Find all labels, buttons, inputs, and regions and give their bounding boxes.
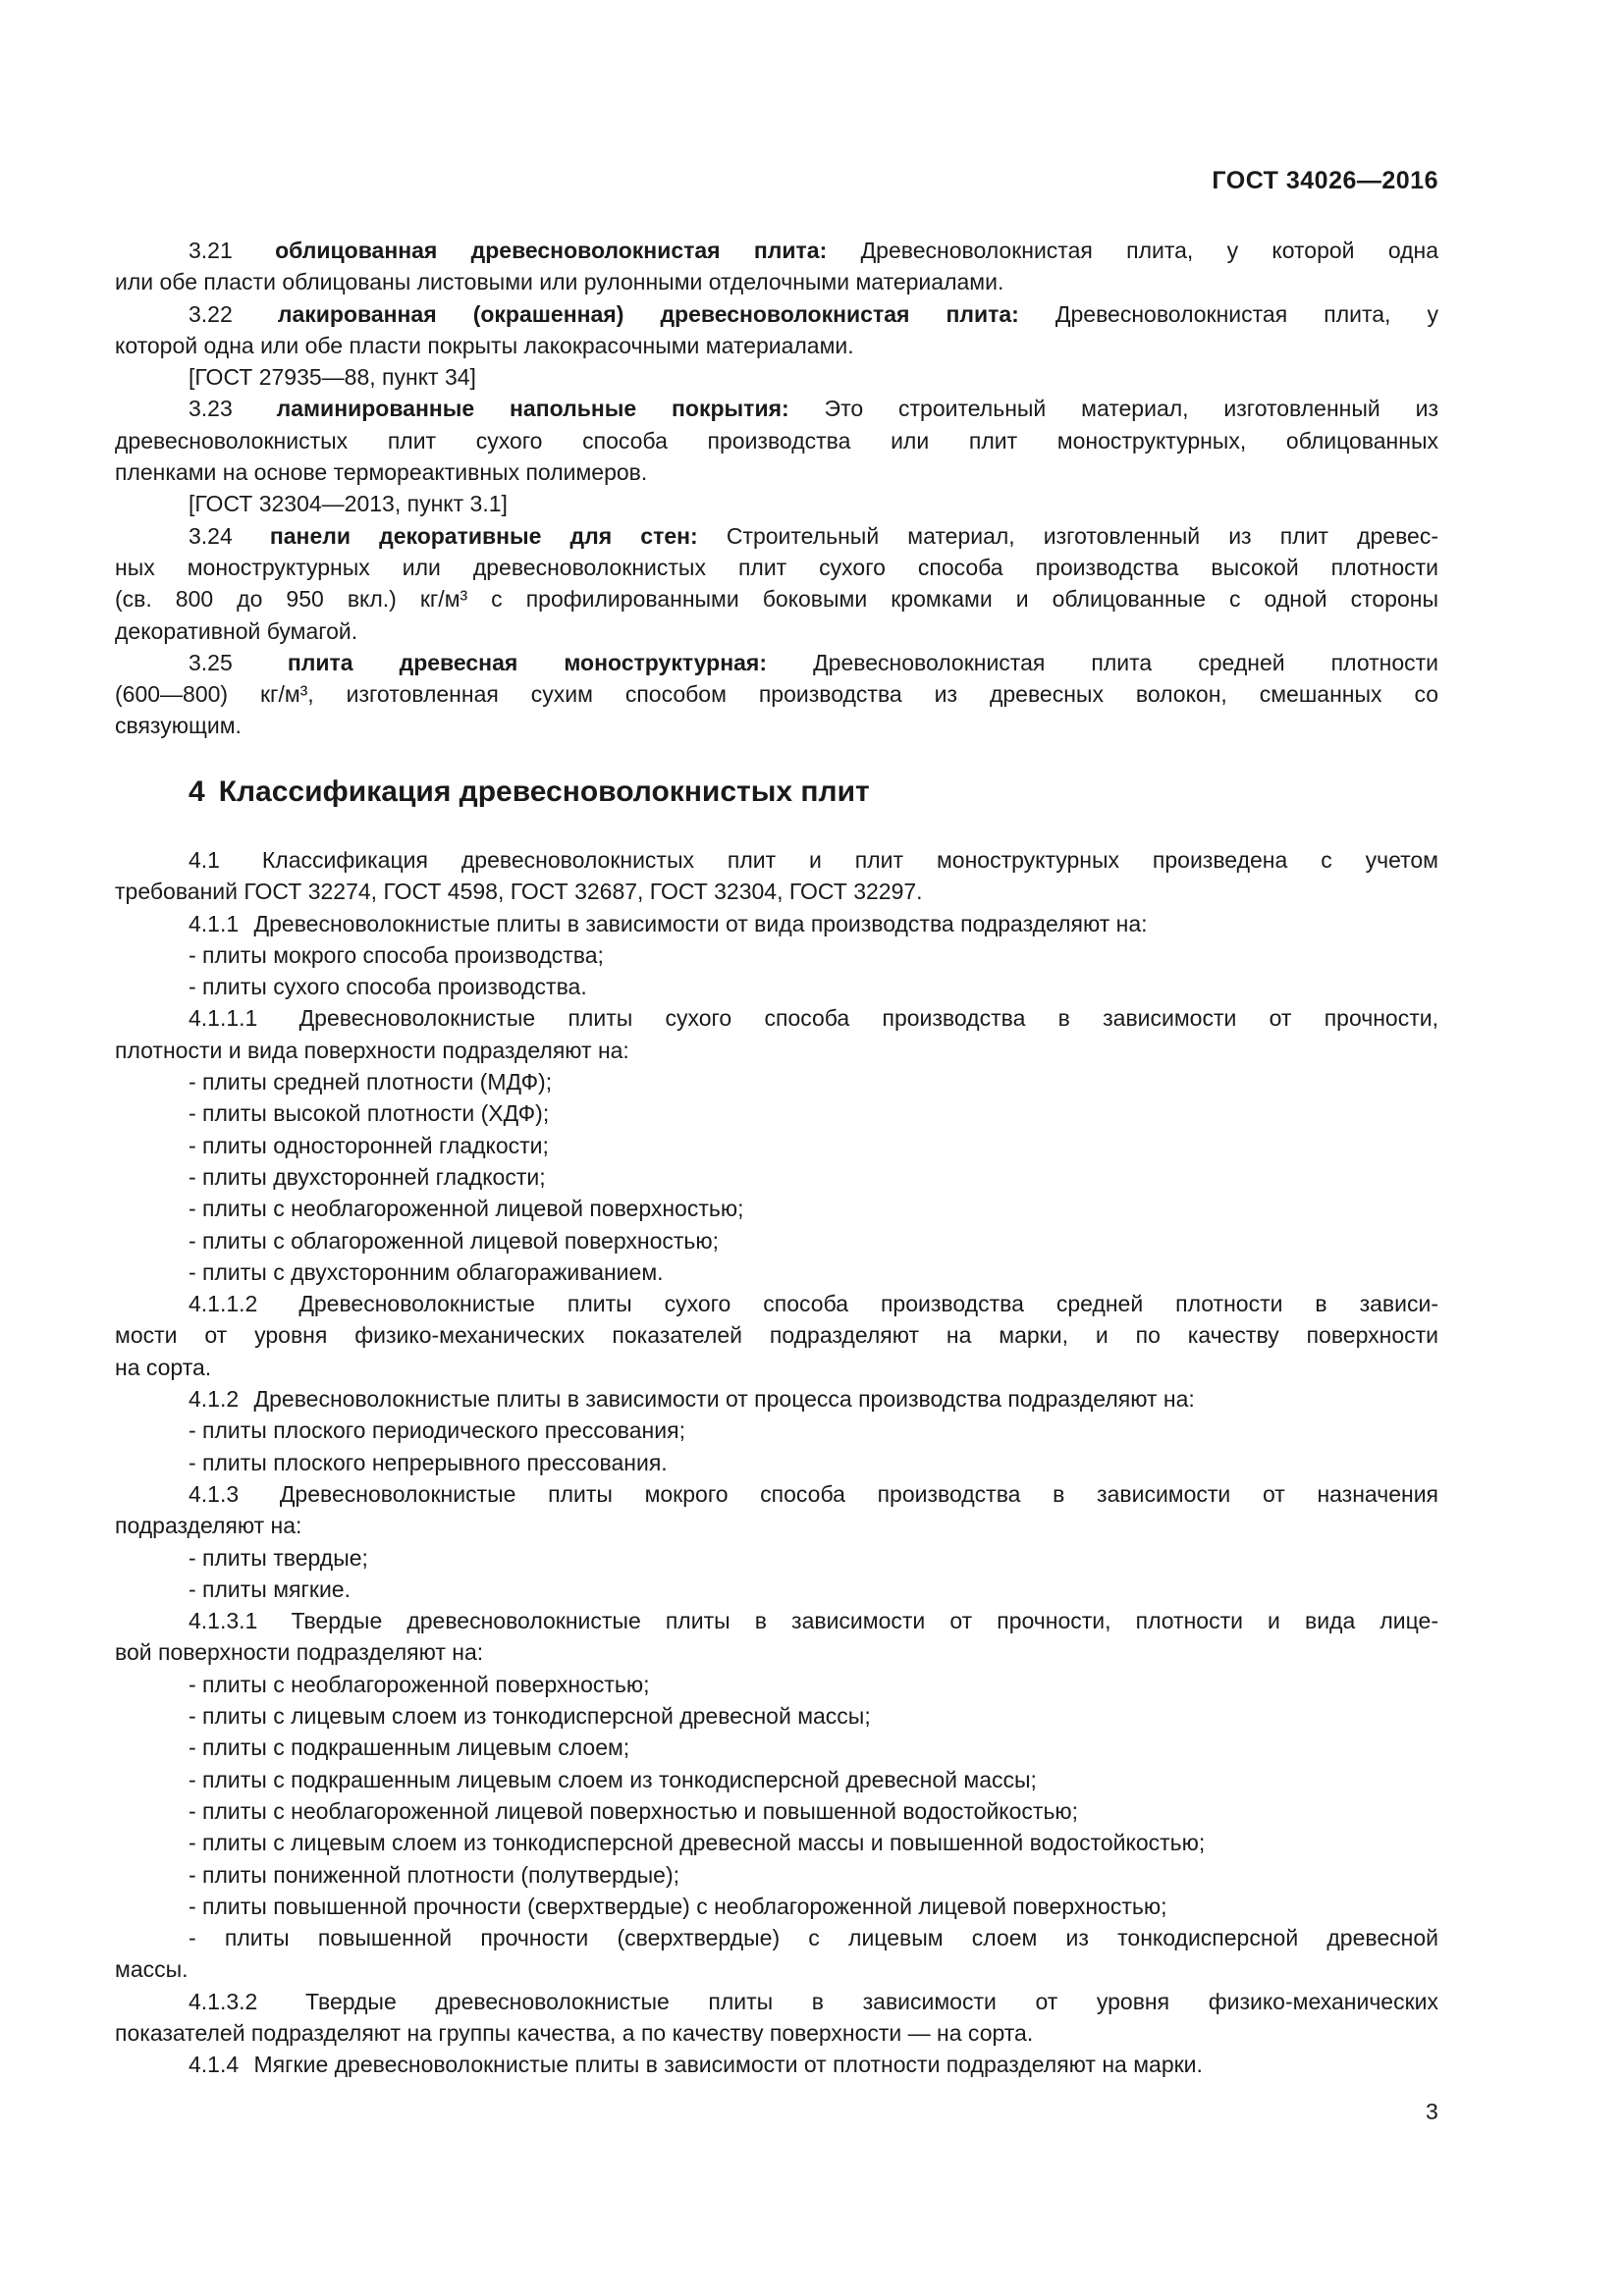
text-line	[115, 1478, 1438, 1510]
text-line	[115, 1827, 1438, 1858]
text-line	[115, 939, 1438, 971]
text-line	[115, 908, 1438, 939]
text-line	[115, 844, 1438, 876]
clause-number: 4.1	[189, 847, 220, 873]
line-text: вой поверхности подразделяют на:	[115, 1639, 484, 1666]
line-text: [ГОСТ 32304—2013, пункт 3.1]	[189, 491, 508, 517]
line-text: - плиты односторонней гладкости;	[189, 1132, 549, 1158]
document-header-id: ГОСТ 34026—2016	[1212, 167, 1438, 194]
line-text: - плиты пониженной плотности (полутвердые);	[189, 1861, 680, 1888]
line-text: показателей подразделяют на группы качества, а по качеству поверхности — на сорта.	[115, 2019, 1034, 2046]
text-line	[115, 1922, 1438, 1953]
clause-number: 3.22	[189, 300, 233, 327]
line-text: - плиты сухого способа производства.	[189, 974, 587, 1000]
line-text: плотности и вида поверхности подразделяют на:	[115, 1037, 629, 1063]
text-line	[115, 1415, 1438, 1446]
text-line	[115, 235, 1438, 266]
line-text: декоративной бумагой.	[115, 617, 358, 644]
text-line	[115, 1225, 1438, 1256]
line-text: - плиты двухсторонней гладкости;	[189, 1163, 546, 1190]
text-line	[115, 615, 1438, 647]
text-line	[115, 1130, 1438, 1161]
line-text: на сорта.	[115, 1354, 212, 1380]
text-line	[115, 1319, 1438, 1351]
text-line	[115, 1764, 1438, 1795]
line-text: Мягкие древесноволокнистые плиты в зависимости от плотности подразделяют на марки.	[253, 2052, 1203, 2078]
line-text: Древесноволокнистые плиты мокрого способа производства в зависимости от назначения	[279, 1480, 1438, 1507]
text-line	[115, 1161, 1438, 1193]
text-line	[115, 1700, 1438, 1732]
line-text: массы.	[115, 1956, 189, 1983]
line-text: Это строительный материал, изготовленный из	[824, 396, 1438, 422]
clause-number: 4.1.3.1	[189, 1608, 258, 1634]
text-line	[115, 971, 1438, 1002]
section-classification	[115, 844, 1438, 2081]
text-line	[115, 1636, 1438, 1668]
text-line	[115, 1066, 1438, 1097]
text-line	[115, 1288, 1438, 1319]
text-line	[115, 1953, 1438, 1985]
clause-number: 4.1.3.2	[189, 1988, 258, 2014]
text-line	[115, 1193, 1438, 1224]
clause-number: 4.1.1	[189, 910, 240, 936]
text-line	[115, 1002, 1438, 1034]
clause-number: 4.1.3	[189, 1480, 240, 1507]
line-text: (св. 800 до 950 вкл.) кг/м³ с профилированными боковыми кромками и облицованные с одной стороны	[115, 586, 1438, 613]
clause-number: 3.24	[189, 522, 233, 549]
line-text: - плиты плоского периодического прессования;	[189, 1417, 685, 1444]
line-text: связующим.	[115, 713, 242, 739]
text-line	[115, 1859, 1438, 1891]
text-line	[115, 1383, 1438, 1415]
text-line	[115, 1574, 1438, 1605]
line-text: (600—800) кг/м³, изготовленная сухим способом производства из древесных волокон, смешанных со	[115, 681, 1438, 708]
defined-term: панели декоративные для стен:	[269, 522, 698, 549]
line-text: - плиты высокой плотности (ХДФ);	[189, 1100, 550, 1127]
line-text: Классификация древесноволокнистых плит и плит моноструктурных произведена с учетом	[261, 847, 1438, 873]
defined-term: лакированная (окрашенная) древесноволокнистая плита:	[277, 300, 1019, 327]
text-line	[115, 1986, 1438, 2017]
clause-number: 4.1.2	[189, 1386, 240, 1413]
line-text: - плиты с необлагороженной поверхностью;	[189, 1671, 650, 1697]
clause-number: 3.23	[189, 396, 233, 422]
text-line	[115, 1256, 1438, 1288]
section-heading-number: 4	[189, 775, 205, 808]
line-text: - плиты мокрого способа производства;	[189, 941, 604, 968]
text-line	[115, 520, 1438, 552]
text-line	[115, 298, 1438, 330]
line-text: Твердые древесноволокнистые плиты в зависимости от прочности, плотности и вида лице-	[291, 1608, 1438, 1634]
line-text: Древесноволокнистая плита средней плотности	[813, 649, 1438, 675]
section-heading-title: Классификация древесноволокнистых плит	[218, 775, 870, 808]
defined-term: ламинированные напольные покрытия:	[276, 396, 789, 422]
text-line	[115, 361, 1438, 393]
defined-term: облицованная древесноволокнистая плита:	[275, 238, 828, 263]
line-text: которой одна или обе пласти покрыты лакокрасочными материалами.	[115, 332, 854, 358]
line-text: - плиты с необлагороженной лицевой поверхностью и повышенной водостойкостью;	[189, 1797, 1079, 1824]
text-line	[115, 678, 1438, 710]
line-text: - плиты средней плотности (МДФ);	[189, 1069, 553, 1095]
line-text: [ГОСТ 27935—88, пункт 34]	[189, 364, 476, 391]
line-text: - плиты твердые;	[189, 1544, 368, 1571]
line-text: - плиты с подкрашенным лицевым слоем из тонкодисперсной древесной массы;	[189, 1766, 1037, 1792]
text-line	[115, 1669, 1438, 1700]
line-text: - плиты с лицевым слоем из тонкодисперсной древесной массы;	[189, 1703, 871, 1730]
text-line	[115, 2017, 1438, 2049]
text-line	[115, 1447, 1438, 1478]
line-text: - плиты повышенной прочности (сверхтвердые) с лицевым слоем из тонкодисперсной древесной	[189, 1925, 1438, 1951]
text-line	[115, 647, 1438, 678]
line-text: Древесноволокнистые плиты сухого способа производства в зависимости от прочности,	[298, 1005, 1438, 1032]
text-line	[115, 488, 1438, 519]
clause-number: 4.1.1.2	[189, 1291, 258, 1317]
text-line	[115, 425, 1438, 456]
text-line	[115, 393, 1438, 424]
line-text: Древесноволокнистые плиты в зависимости от вида производства подразделяют на:	[253, 910, 1148, 936]
text-line	[115, 583, 1438, 614]
text-line	[115, 1795, 1438, 1827]
line-text: - плиты повышенной прочности (сверхтвердые) с необлагороженной лицевой поверхностью;	[189, 1893, 1167, 1919]
text-line	[115, 710, 1438, 741]
text-line	[115, 1891, 1438, 1922]
line-text: - плиты мягкие.	[189, 1575, 351, 1602]
line-text: требований ГОСТ 32274, ГОСТ 4598, ГОСТ 32687, ГОСТ 32304, ГОСТ 32297.	[115, 879, 923, 905]
text-line	[115, 1510, 1438, 1541]
line-text: мости от уровня физико-механических показателей подразделяют на марки, и по качеству поверхности	[115, 1322, 1438, 1349]
text-line	[115, 2049, 1438, 2080]
line-text: Строительный материал, изготовленный из плит древес-	[726, 522, 1438, 549]
section-heading	[189, 775, 870, 809]
line-text: Древесноволокнистые плиты сухого способа производства средней плотности в зависи-	[298, 1291, 1438, 1317]
section-definitions	[115, 235, 1438, 742]
text-line	[115, 552, 1438, 583]
line-text: Древесноволокнистая плита, у которой одна	[860, 238, 1438, 263]
text-line	[115, 1732, 1438, 1763]
text-line	[115, 876, 1438, 907]
line-text: пленками на основе термореактивных полимеров.	[115, 459, 648, 486]
line-text: Древесноволокнистая плита, у	[1055, 300, 1438, 327]
line-text: - плиты с двухсторонним облагораживанием.	[189, 1258, 664, 1285]
line-text: подразделяют на:	[115, 1513, 302, 1539]
line-text: - плиты с облагороженной лицевой поверхностью;	[189, 1227, 720, 1254]
text-line	[115, 330, 1438, 361]
line-text: древесноволокнистых плит сухого способа производства или плит моноструктурных, облицованных	[115, 427, 1438, 454]
page-number: 3	[1426, 2099, 1438, 2124]
text-line	[115, 266, 1438, 297]
line-text: или обе пласти облицованы листовыми или рулонными отделочными материалами.	[115, 269, 1004, 295]
text-line	[115, 1352, 1438, 1383]
text-line	[115, 456, 1438, 488]
line-text: - плиты с необлагороженной лицевой поверхностью;	[189, 1196, 744, 1222]
line-text: - плиты с лицевым слоем из тонкодисперсной древесной массы и повышенной водостойкостью;	[189, 1830, 1206, 1856]
defined-term: плита древесная моноструктурная:	[287, 649, 767, 675]
clause-number: 4.1.1.1	[189, 1005, 258, 1032]
clause-number: 4.1.4	[189, 2052, 240, 2078]
line-text: - плиты с подкрашенным лицевым слоем;	[189, 1735, 630, 1761]
clause-number: 3.25	[189, 649, 233, 675]
clause-number: 3.21	[189, 238, 233, 263]
line-text: Твердые древесноволокнистые плиты в зависимости от уровня физико-механических	[304, 1988, 1438, 2014]
line-text: - плиты плоского непрерывного прессования.	[189, 1449, 668, 1475]
line-text: Древесноволокнистые плиты в зависимости от процесса производства подразделяют на:	[253, 1386, 1195, 1413]
text-line	[115, 1542, 1438, 1574]
text-line	[115, 1605, 1438, 1636]
text-line	[115, 1035, 1438, 1066]
line-text: ных моноструктурных или древесноволокнистых плит сухого способа производства высокой плотности	[115, 554, 1438, 580]
text-line	[115, 1097, 1438, 1129]
